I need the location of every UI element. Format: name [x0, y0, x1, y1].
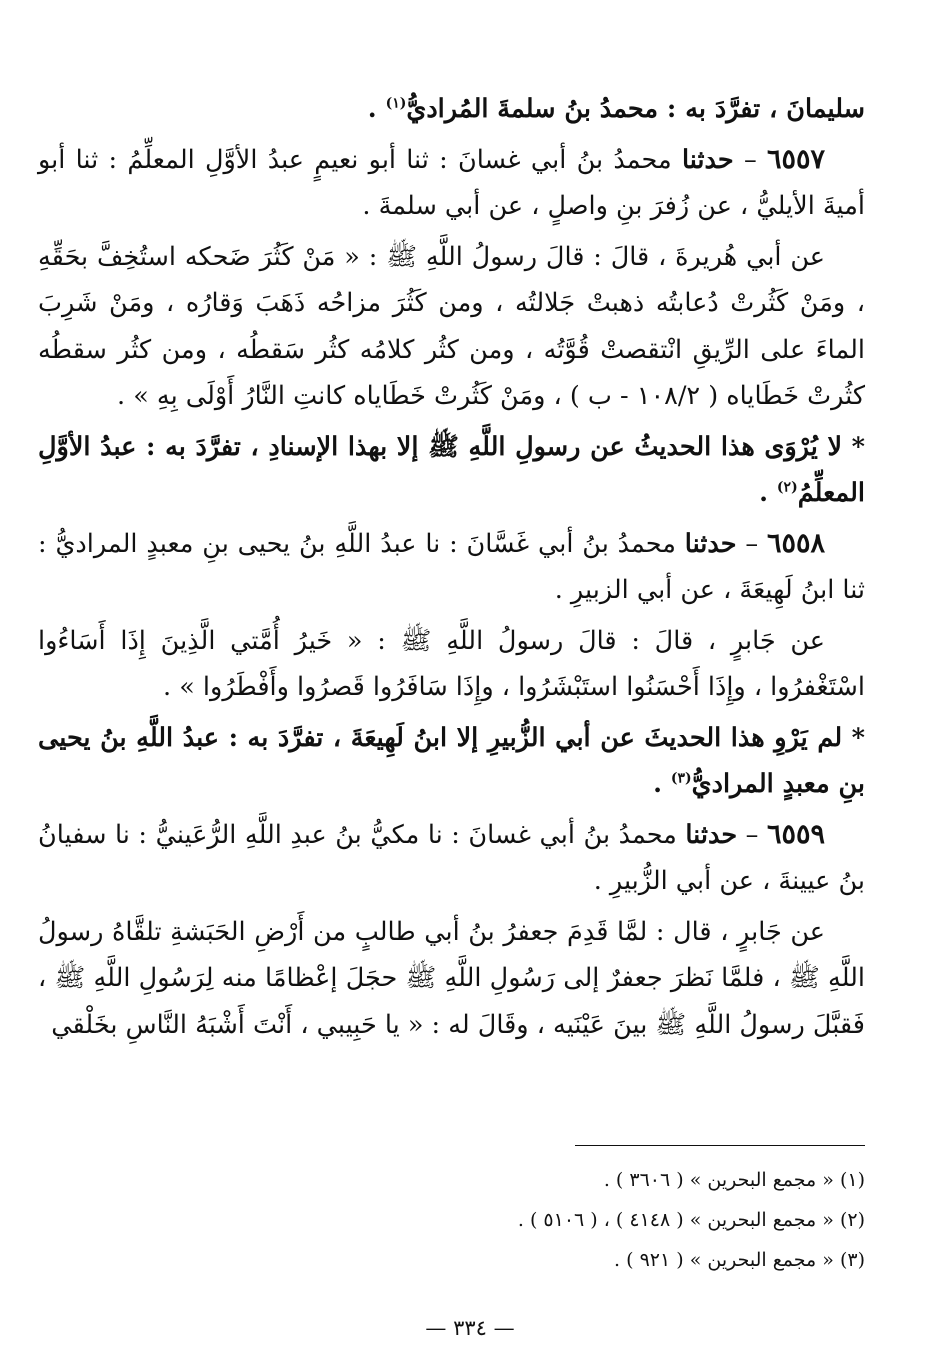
- footnotes: [38, 1160, 865, 1280]
- footnote-ref: (١): [385, 95, 407, 112]
- footnote-ref: (٢): [776, 479, 798, 496]
- hadith-number: ٦٥٥٨: [767, 527, 826, 559]
- paragraph-chain-end: سليمانَ ، تفرَّدَ به : محمدُ بنُ سلمةَ المُراديُّ$^{(١)}$ .: [367, 94, 865, 124]
- hadith-6557-isnad: ٦٥٥٧ – حدثنا محمدُ بنُ أبي غسانَ : ثنا أبو نعيمٍ عبدُ الأوَّلِ المعلِّمُ : ثنا أبو أميةَ الأيليُّ ، عن زُفرَ بنِ واصلٍ ، عن أبي سلمةَ .: [38, 143, 865, 221]
- hadith-6558-matn: عن جَابرٍ ، قالَ : قالَ رسولُ اللَّهِ ﷺ : « خَيرُ أُمَّتي الَّذِينَ إِذَا أَسَاءُوا اسْتَغْفرُوا ، وإِذَا أَحْسَنُوا استَبْشَرُوا ، وإِذَا سَافَرُوا قَصرُوا وأَفْطَرُوا » .: [38, 625, 865, 702]
- hadith-number: ٦٥٥٧: [766, 143, 825, 175]
- footnote-separator: [575, 1145, 865, 1146]
- hadith-6559-matn: عن جَابرٍ ، قال : لمَّا قَدِمَ جعفرُ بنُ أبي طالبٍ من أَرْضِ الحَبَشةِ تلقَّاهُ رسولُ اللَّهِ ﷺ ، فلمَّا نَظرَ جعفرٌ إلى رَسُولِ اللَّهِ ﷺ حجَلَ إعْظامًا منه لِرَسُولِ اللَّهِ ﷺ ، فَقبَّلَ رسولُ اللَّهِ ﷺ بينَ عَيْنَيه ، وقَالَ له : « يا حَبِيبي ، أَنْتَ أَشْبَهُ النَّاسِ بخَلْقي: [38, 916, 865, 1040]
- footnote-ref: (٣): [670, 770, 692, 787]
- hadith-number: ٦٥٥٩: [766, 818, 825, 850]
- footnote-2: (٢) « مجمع البحرين » ( ٤١٤٨ ) ، ( ٥١٠٦ ) .: [517, 1209, 865, 1231]
- hadith-6558-comment: * لم يَرْوِ هذا الحديثَ عن أبي الزُّبيرِ إلا ابنُ لَهِيعَةَ ، تفرَّدَ به : عبدُ اللَّهِ بنُ يحيى بنِ معبدٍ المراديُّ$^{(٣)}$ .: [38, 722, 865, 799]
- hadith-6557-comment: * لا يُرْوَى هذا الحديثُ عن رسولِ اللَّهِ ﷺ إلا بهذا الإسنادِ ، تفرَّدَ به : عبدُ الأوَّلِ المعلِّمُ$^{(٢)}$ .: [38, 431, 865, 508]
- page-number: — ٣٣٤ —: [425, 1316, 515, 1340]
- footnote-3: (٣) « مجمع البحرين » ( ٩٢١ ) .: [614, 1249, 865, 1271]
- hadith-6558-isnad: ٦٥٥٨ – حدثنا محمدُ بنُ أبي غَسَّانَ : نا عبدُ اللَّهِ بنُ يحيى بنِ معبدٍ المراديُّ : ثنا ابنُ لَهِيعَةَ ، عن أبي الزبيرِ .: [38, 527, 865, 605]
- hadith-6557-matn: عن أبي هُريرةَ ، قالَ : قالَ رسولُ اللَّهِ ﷺ : « مَنْ كَثُرَ ضَحكه استُخِفَّ بحَقِّهِ ، ومَنْ كَثُرتْ دُعابتُه ذهبتْ جَلالتُه ، ومن كَثُرَ مزاحُه ذَهَبَ وَقارُه ، ومَنْ شَرِبَ الماءَ على الرِّيقِ انْتقصتْ قُوَّتُه ، ومن كثُر كلامُه كثُر سَقطُه ، ومن كثُر سقطُه كثُرتْ خَطَاياه ( ١٠٨/٢ - ب ) ، ومَنْ كَثُرتْ خَطَاياه كانتِ النَّارُ أَوْلَى بِهِ » .: [38, 241, 865, 411]
- footnote-1: (١) « مجمع البحرين » ( ٣٦٠٦ ) .: [603, 1169, 865, 1191]
- main-text: [38, 86, 865, 1048]
- hadith-6559-isnad: ٦٥٥٩ – حدثنا محمدُ بنُ أبي غسانَ : نا مكيُّ بنُ عبدِ اللَّهِ الرُّعَينيُّ : نا سفيانُ بنُ عيينةَ ، عن أبي الزُّبيرِ .: [38, 818, 865, 896]
